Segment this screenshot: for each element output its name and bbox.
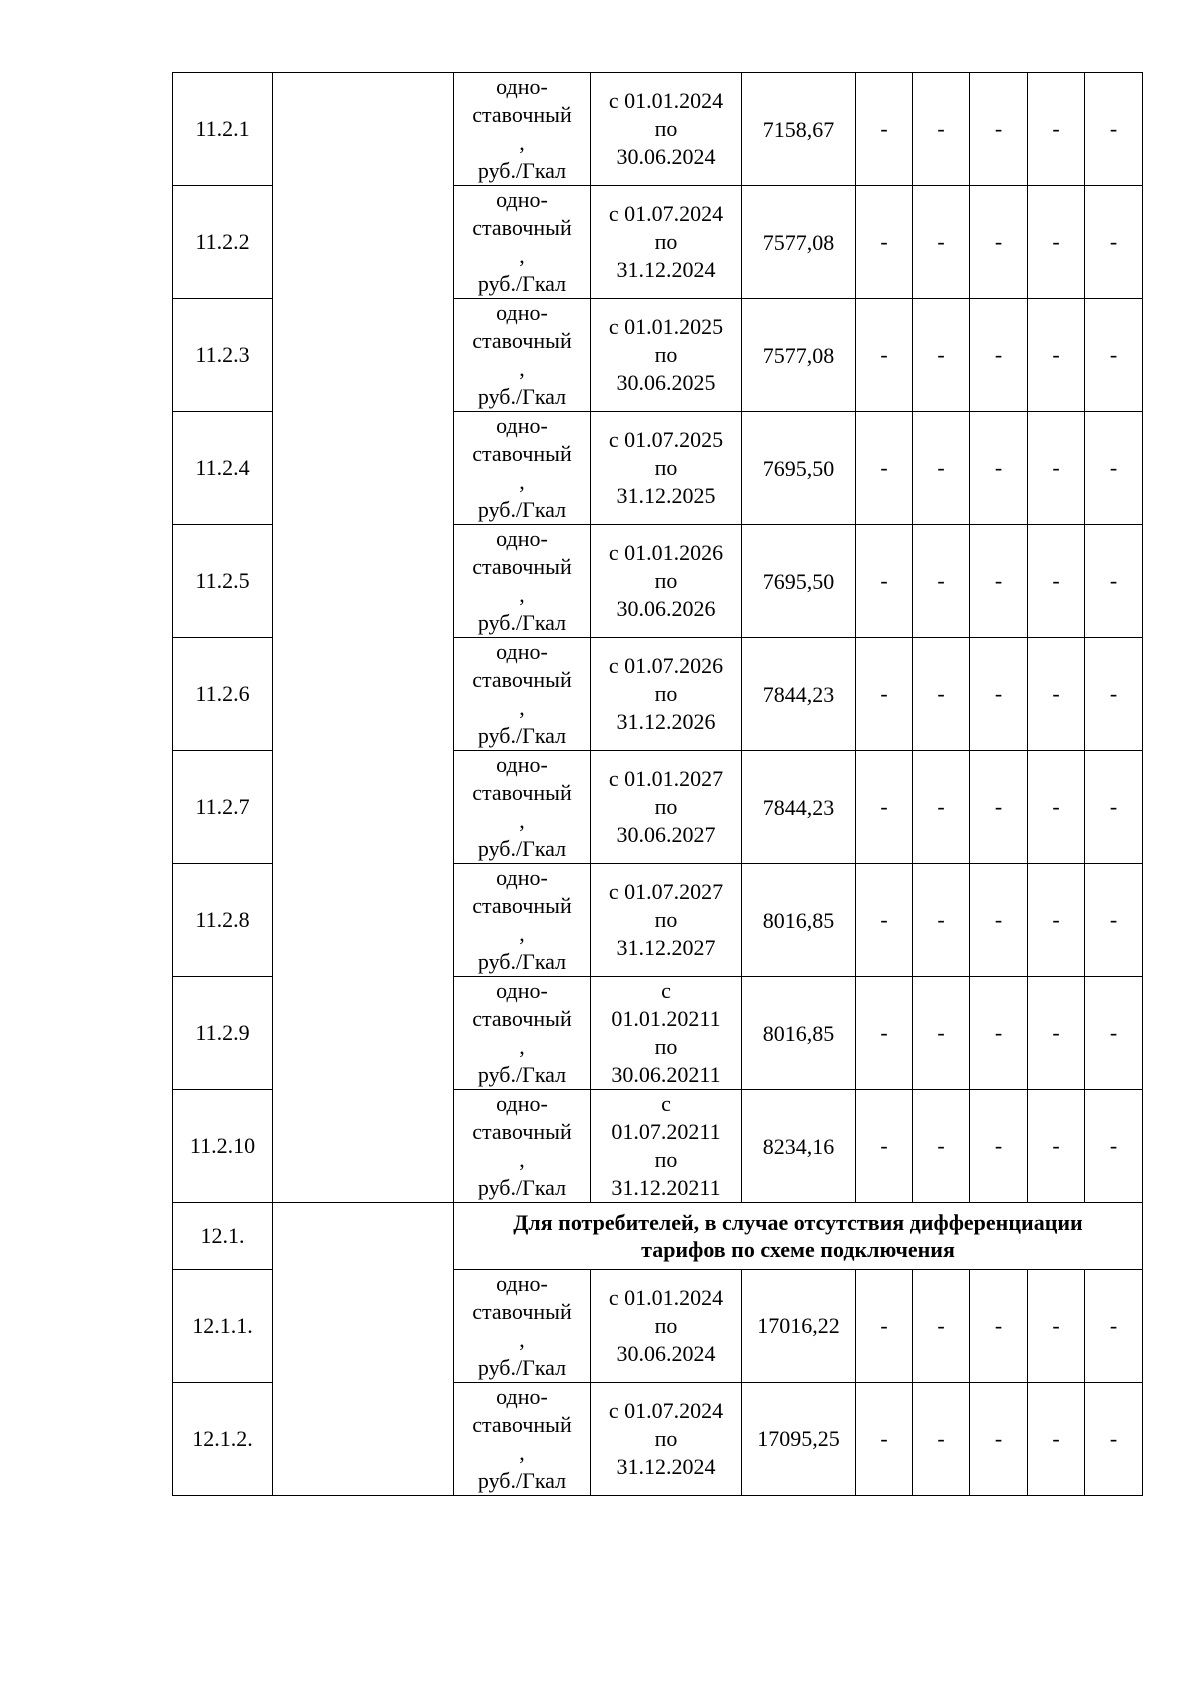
dash-cell: - xyxy=(1028,864,1085,977)
tariff-value-cell xyxy=(742,864,856,977)
period-line: 30.06.20211 xyxy=(611,1062,721,1087)
dash-cell: - xyxy=(913,1383,970,1496)
dash-cell: - xyxy=(856,1090,913,1203)
tariff-value-cell xyxy=(742,299,856,412)
dash-cell: - xyxy=(1028,525,1085,638)
tariff-type-line: руб./Гкал xyxy=(477,1468,567,1493)
tariff-type-line: , xyxy=(519,356,525,381)
tariff-value-cell xyxy=(742,525,856,638)
period-line: 01.01.20211 xyxy=(611,1006,721,1031)
dash-cell: - xyxy=(1085,751,1143,864)
period-cell xyxy=(591,412,742,525)
tariff-type-line: , xyxy=(519,243,525,268)
period-cell xyxy=(591,638,742,751)
period-line: 31.12.2024 xyxy=(616,257,716,282)
dash-cell: - xyxy=(1028,186,1085,299)
dash-cell: - xyxy=(970,977,1028,1090)
dash-cell: - xyxy=(856,977,913,1090)
period-line: 30.06.2024 xyxy=(616,144,716,169)
tariff-type-line: ставочный xyxy=(472,554,572,579)
tariff-type-line: руб./Гкал xyxy=(477,271,567,296)
period-line: с 01.01.2025 xyxy=(608,314,724,339)
tariff-value: 7695,50 xyxy=(762,456,835,481)
dash-cell: - xyxy=(856,186,913,299)
dash-cell: - xyxy=(970,751,1028,864)
dash-cell: - xyxy=(856,73,913,186)
dash-cell: - xyxy=(970,525,1028,638)
period-line: с 01.07.2027 xyxy=(608,879,724,904)
group-name-cell xyxy=(273,1203,454,1496)
period-line: 31.12.2024 xyxy=(616,1454,716,1479)
period-line: с 01.07.2024 xyxy=(608,201,724,226)
dash-cell: - xyxy=(856,751,913,864)
tariff-value: 7158,67 xyxy=(762,117,835,142)
tariff-type-line: одно- xyxy=(496,639,548,664)
dash-cell: - xyxy=(913,638,970,751)
row-number: 11.2.3 xyxy=(173,299,273,412)
dash-cell: - xyxy=(856,412,913,525)
dash-cell: - xyxy=(970,864,1028,977)
tariff-type-line: руб./Гкал xyxy=(477,723,567,748)
tariff-value-cell xyxy=(742,73,856,186)
tariff-type-line: одно- xyxy=(496,1271,548,1296)
tariff-type-line: руб./Гкал xyxy=(477,836,567,861)
tariff-type-line: ставочный xyxy=(472,328,572,353)
tariff-type-line: , xyxy=(519,808,525,833)
tariff-value-cell xyxy=(742,638,856,751)
tariff-value: 8234,16 xyxy=(762,1134,835,1159)
tariff-type-line: , xyxy=(519,1327,525,1352)
period-cell xyxy=(591,186,742,299)
tariff-type-line: одно- xyxy=(496,74,548,99)
period-line: по xyxy=(654,907,678,932)
tariff-type-cell xyxy=(454,1383,591,1496)
period-cell xyxy=(591,525,742,638)
tariff-type-line: руб./Гкал xyxy=(477,949,567,974)
period-cell xyxy=(591,977,742,1090)
dash-cell: - xyxy=(970,1383,1028,1496)
tariff-type-cell xyxy=(454,638,591,751)
dash-cell: - xyxy=(913,751,970,864)
period-line: 31.12.20211 xyxy=(611,1175,721,1200)
dash-cell: - xyxy=(1028,638,1085,751)
dash-cell: - xyxy=(1028,751,1085,864)
tariff-value-cell xyxy=(742,186,856,299)
dash-cell: - xyxy=(856,638,913,751)
tariff-type-line: руб./Гкал xyxy=(477,610,567,635)
tariff-type-line: одно- xyxy=(496,187,548,212)
tariff-type-line: ставочный xyxy=(472,667,572,692)
period-cell xyxy=(591,864,742,977)
dash-cell: - xyxy=(856,1270,913,1383)
dash-cell: - xyxy=(856,1383,913,1496)
tariff-value-cell xyxy=(742,751,856,864)
dash-cell: - xyxy=(1085,864,1143,977)
tariff-value-cell xyxy=(742,412,856,525)
period-line: с xyxy=(661,978,671,1003)
dash-cell: - xyxy=(970,1270,1028,1383)
tariff-type-line: , xyxy=(519,582,525,607)
dash-cell: - xyxy=(1085,73,1143,186)
dash-cell: - xyxy=(1028,412,1085,525)
group-name-cell xyxy=(273,73,454,1203)
tariff-type-line: , xyxy=(519,130,525,155)
period-line: по xyxy=(654,794,678,819)
period-cell xyxy=(591,1270,742,1383)
tariff-type-cell xyxy=(454,186,591,299)
dash-cell: - xyxy=(1085,1383,1143,1496)
tariff-type-line: одно- xyxy=(496,978,548,1003)
tariff-type-line: , xyxy=(519,921,525,946)
dash-cell: - xyxy=(913,977,970,1090)
row-number: 11.2.6 xyxy=(173,638,273,751)
tariff-type-line: , xyxy=(519,469,525,494)
tariff-value: 8016,85 xyxy=(762,1021,835,1046)
dash-cell: - xyxy=(856,525,913,638)
period-line: по xyxy=(654,116,678,141)
dash-cell: - xyxy=(856,299,913,412)
tariff-type-line: одно- xyxy=(496,300,548,325)
tariff-type-cell xyxy=(454,1270,591,1383)
dash-cell: - xyxy=(913,525,970,638)
tariff-type-line: , xyxy=(519,1034,525,1059)
tariff-type-line: руб./Гкал xyxy=(477,1175,567,1200)
tariff-value-cell: 17095,25 xyxy=(742,1383,856,1496)
period-line: по xyxy=(654,681,678,706)
tariff-type-line: , xyxy=(519,695,525,720)
row-number: 12.1.1. xyxy=(173,1270,273,1383)
period-line: по xyxy=(654,1313,678,1338)
tariff-type-cell xyxy=(454,751,591,864)
period-line: по xyxy=(654,568,678,593)
tariff-type-line: руб./Гкал xyxy=(477,1355,567,1380)
period-line: по xyxy=(654,1147,678,1172)
dash-cell: - xyxy=(1028,1090,1085,1203)
tariff-type-cell xyxy=(454,73,591,186)
row-number: 12.1.2. xyxy=(173,1383,273,1496)
dash-cell: - xyxy=(970,186,1028,299)
dash-cell: - xyxy=(1085,977,1143,1090)
dash-cell: - xyxy=(1085,638,1143,751)
period-line: с 01.01.2024 xyxy=(608,88,724,113)
tariff-type-line: ставочный xyxy=(472,215,572,240)
dash-cell: - xyxy=(913,864,970,977)
period-line: с 01.07.2024 xyxy=(608,1398,724,1423)
tariff-value: 7844,23 xyxy=(762,682,835,707)
dash-cell: - xyxy=(970,412,1028,525)
dash-cell: - xyxy=(970,638,1028,751)
section-header-row xyxy=(173,1203,1143,1270)
period-line: по xyxy=(654,1034,678,1059)
row-number: 11.2.9 xyxy=(173,977,273,1090)
dash-cell: - xyxy=(1085,186,1143,299)
period-line: с 01.01.2027 xyxy=(608,766,724,791)
tariff-type-line: , xyxy=(519,1440,525,1465)
dash-cell: - xyxy=(1028,73,1085,186)
period-line: 01.07.20211 xyxy=(611,1119,721,1144)
dash-cell: - xyxy=(970,73,1028,186)
tariff-type-line: руб./Гкал xyxy=(477,158,567,183)
period-line: 30.06.2026 xyxy=(616,596,716,621)
tariff-type-line: руб./Гкал xyxy=(477,384,567,409)
tariff-value-cell xyxy=(742,977,856,1090)
tariff-type-line: ставочный xyxy=(472,780,572,805)
period-line: с 01.07.2026 xyxy=(608,653,724,678)
dash-cell: - xyxy=(970,299,1028,412)
dash-cell: - xyxy=(913,73,970,186)
row-number: 11.2.2 xyxy=(173,186,273,299)
period-line: с 01.01.2024 xyxy=(608,1285,724,1310)
dash-cell: - xyxy=(1028,1270,1085,1383)
tariff-type-line: ставочный xyxy=(472,441,572,466)
dash-cell: - xyxy=(913,1090,970,1203)
row-number: 11.2.10 xyxy=(173,1090,273,1203)
period-cell xyxy=(591,751,742,864)
table-row xyxy=(173,73,1143,186)
dash-cell: - xyxy=(970,1090,1028,1203)
tariff-type-line: одно- xyxy=(496,526,548,551)
period-line: 30.06.2024 xyxy=(616,1341,716,1366)
period-line: по xyxy=(654,455,678,480)
tariff-value: 7577,08 xyxy=(762,343,835,368)
tariff-type-cell xyxy=(454,864,591,977)
tariff-type-line: одно- xyxy=(496,752,548,777)
tariff-table-body xyxy=(173,73,1143,1496)
period-line: по xyxy=(654,342,678,367)
dash-cell: - xyxy=(1085,412,1143,525)
tariff-type-cell xyxy=(454,299,591,412)
period-line: 31.12.2026 xyxy=(616,709,716,734)
tariff-type-line: ставочный xyxy=(472,1119,572,1144)
section-title xyxy=(454,1203,1143,1270)
row-number: 12.1. xyxy=(173,1203,273,1270)
tariff-type-line: ставочный xyxy=(472,893,572,918)
tariff-value: 7695,50 xyxy=(762,569,835,594)
dash-cell: - xyxy=(913,186,970,299)
period-line: 31.12.2025 xyxy=(616,483,716,508)
tariff-type-cell xyxy=(454,412,591,525)
dash-cell: - xyxy=(913,299,970,412)
tariff-type-line: одно- xyxy=(496,1091,548,1116)
tariff-type-line: руб./Гкал xyxy=(477,1062,567,1087)
tariff-value-cell: 17016,22 xyxy=(742,1270,856,1383)
dash-cell: - xyxy=(1085,1090,1143,1203)
row-number: 11.2.7 xyxy=(173,751,273,864)
tariff-table xyxy=(172,72,1143,1496)
dash-cell: - xyxy=(1085,1270,1143,1383)
tariff-type-line: ставочный xyxy=(472,102,572,127)
tariff-type-line: ставочный xyxy=(472,1299,572,1324)
tariff-type-line: ставочный xyxy=(472,1412,572,1437)
period-cell xyxy=(591,73,742,186)
tariff-value: 7577,08 xyxy=(762,230,835,255)
dash-cell: - xyxy=(1028,1383,1085,1496)
period-cell xyxy=(591,299,742,412)
row-number: 11.2.1 xyxy=(173,73,273,186)
tariff-type-line: руб./Гкал xyxy=(477,497,567,522)
period-cell xyxy=(591,1090,742,1203)
period-cell xyxy=(591,1383,742,1496)
tariff-type-line: одно- xyxy=(496,413,548,438)
period-line: с xyxy=(661,1091,671,1116)
period-line: 30.06.2027 xyxy=(616,822,716,847)
dash-cell: - xyxy=(1085,525,1143,638)
period-line: 31.12.2027 xyxy=(616,935,716,960)
dash-cell: - xyxy=(1085,299,1143,412)
tariff-value-cell xyxy=(742,1090,856,1203)
dash-cell: - xyxy=(856,864,913,977)
dash-cell: - xyxy=(913,412,970,525)
dash-cell: - xyxy=(913,1270,970,1383)
period-line: по xyxy=(654,229,678,254)
tariff-type-line: ставочный xyxy=(472,1006,572,1031)
period-line: по xyxy=(654,1426,678,1451)
row-number: 11.2.4 xyxy=(173,412,273,525)
tariff-type-cell xyxy=(454,1090,591,1203)
tariff-type-line: , xyxy=(519,1147,525,1172)
tariff-type-cell xyxy=(454,977,591,1090)
tariff-type-line: одно- xyxy=(496,1384,548,1409)
row-number: 11.2.5 xyxy=(173,525,273,638)
tariff-value: 8016,85 xyxy=(762,908,835,933)
tariff-type-cell xyxy=(454,525,591,638)
section-title-line: Для потребителей, в случае отсутствия дифференциации xyxy=(513,1210,1083,1235)
period-line: с 01.07.2025 xyxy=(608,427,724,452)
section-title-line: тарифов по схеме подключения xyxy=(641,1237,955,1262)
dash-cell: - xyxy=(1028,977,1085,1090)
dash-cell: - xyxy=(1028,299,1085,412)
row-number: 11.2.8 xyxy=(173,864,273,977)
tariff-type-line: одно- xyxy=(496,865,548,890)
period-line: 30.06.2025 xyxy=(616,370,716,395)
period-line: с 01.01.2026 xyxy=(608,540,724,565)
tariff-value: 7844,23 xyxy=(762,795,835,820)
